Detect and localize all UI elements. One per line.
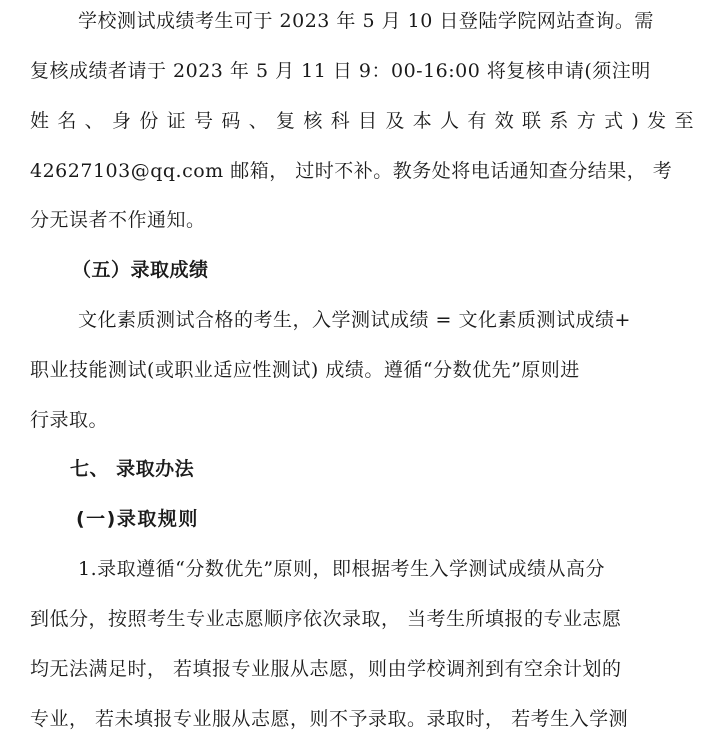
paragraph-line: 42627103@qq.com 邮箱， 过时不补。教务处将电话通知查分结果， 考 [30, 160, 673, 182]
paragraph-line: 文化素质测试合格的考生，入学测试成绩 = 文化素质测试成绩+ [78, 309, 631, 331]
paragraph-line: 姓名、身份证号码、复核科目及本人有效联系方式)发至 [30, 110, 694, 132]
paragraph-line: 专业， 若未填报专业服从志愿，则不予录取。录取时， 若考生入学测 [30, 708, 629, 730]
paragraph-line: 复核成绩者请于 2023 年 5 月 11 日 9：00-16:00 将复核申请(须注明 [30, 60, 651, 82]
paragraph-line: 1.录取遵循“分数优先”原则，即根据考生入学测试成绩从高分 [78, 558, 606, 580]
section-heading: （五）录取成绩 [72, 259, 209, 281]
paragraph-line: 均无法满足时， 若填报专业服从志愿，则由学校调剂到有空余计划的 [30, 658, 622, 680]
paragraph-line: 行录取。 [30, 409, 109, 431]
paragraph-line: 分无误者不作通知。 [30, 209, 206, 231]
paragraph-line: 职业技能测试(或职业适应性测试) 成绩。遵循“分数优先”原则进 [30, 359, 580, 381]
paragraph-line: 到低分，按照考生专业志愿顺序依次录取， 当考生所填报的专业志愿 [30, 608, 622, 630]
subsection-heading: (一)录取规则 [76, 508, 199, 530]
paragraph-line: 学校测试成绩考生可于 2023 年 5 月 10 日登陆学院网站查询。需 [78, 10, 654, 32]
chapter-heading: 七、 录取办法 [70, 458, 195, 480]
